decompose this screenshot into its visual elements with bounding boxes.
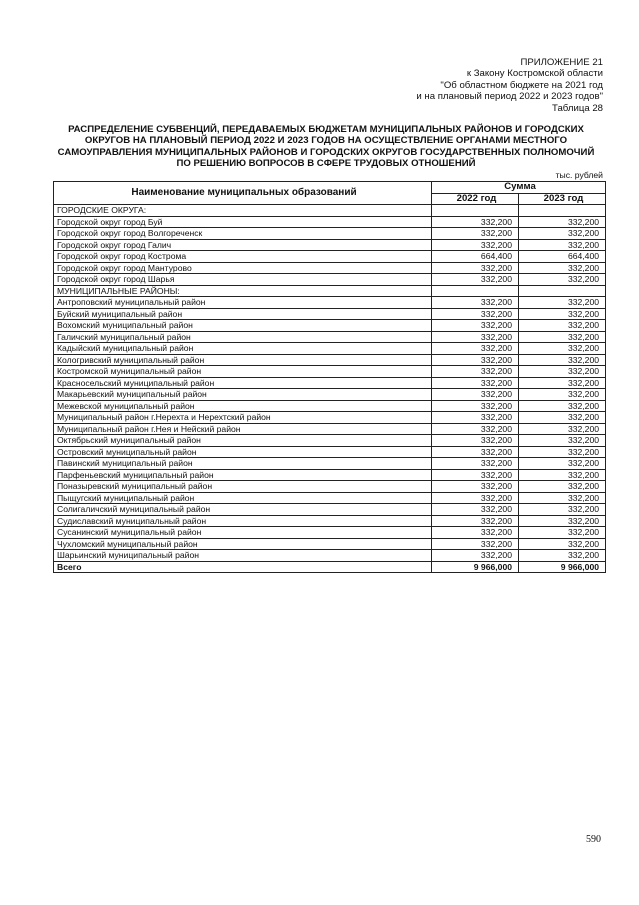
municipality-name: Антроповский муниципальный район bbox=[54, 297, 432, 309]
amount-2022: 332,200 bbox=[432, 504, 519, 516]
amount-2023: 332,200 bbox=[519, 538, 606, 550]
amount-2022: 332,200 bbox=[432, 343, 519, 355]
table-row bbox=[54, 262, 606, 274]
municipality-name: Буйский муниципальный район bbox=[54, 308, 432, 320]
amount-2022: 332,200 bbox=[432, 274, 519, 286]
table-row bbox=[54, 366, 606, 378]
table-row bbox=[54, 354, 606, 366]
header-line: Таблица 28 bbox=[552, 102, 603, 114]
amount-2023: 332,200 bbox=[519, 400, 606, 412]
amount-2022: 332,200 bbox=[432, 228, 519, 240]
amount-2023: 332,200 bbox=[519, 262, 606, 274]
header-line: и на плановый период 2022 и 2023 годов" bbox=[416, 91, 603, 103]
header-line: к Закону Костромской области bbox=[466, 68, 603, 80]
amount-2023: 332,200 bbox=[519, 423, 606, 435]
table-row bbox=[54, 308, 606, 320]
table-row bbox=[54, 343, 606, 355]
amount-2022: 332,200 bbox=[432, 297, 519, 309]
amount-2023: 332,200 bbox=[519, 320, 606, 332]
title-line: РАСПРЕДЕЛЕНИЕ СУБВЕНЦИЙ, ПЕРЕДАВАЕМЫХ БЮДЖЕТАМ МУНИЦИПАЛЬНЫХ РАЙОНОВ И ГОРОДСКИХ bbox=[68, 124, 584, 135]
municipality-name: Красносельский муниципальный район bbox=[54, 377, 432, 389]
subvention-table bbox=[53, 181, 606, 573]
table-row bbox=[54, 400, 606, 412]
empty-cell bbox=[519, 205, 606, 217]
amount-2022: 332,200 bbox=[432, 239, 519, 251]
table-row bbox=[54, 550, 606, 562]
section-row bbox=[54, 205, 606, 217]
amount-2022: 332,200 bbox=[432, 527, 519, 539]
table-row bbox=[54, 239, 606, 251]
municipality-name: Городской округ город Буй bbox=[54, 216, 432, 228]
amount-2023: 332,200 bbox=[519, 458, 606, 470]
amount-2023: 332,200 bbox=[519, 239, 606, 251]
amount-2023: 332,200 bbox=[519, 343, 606, 355]
section-row bbox=[54, 285, 606, 297]
header-name-column: Наименование муниципальных образований bbox=[54, 182, 432, 205]
municipality-name: Городской округ город Кострома bbox=[54, 251, 432, 263]
amount-2022: 332,200 bbox=[432, 216, 519, 228]
table-row bbox=[54, 297, 606, 309]
municipality-name: Макарьевский муниципальный район bbox=[54, 389, 432, 401]
table-row bbox=[54, 446, 606, 458]
municipality-name: Вохомский муниципальный район bbox=[54, 320, 432, 332]
amount-2022: 332,200 bbox=[432, 458, 519, 470]
municipality-name: Парфеньевский муниципальный район bbox=[54, 469, 432, 481]
amount-2023: 332,200 bbox=[519, 492, 606, 504]
amount-2023: 332,200 bbox=[519, 228, 606, 240]
amount-2023: 332,200 bbox=[519, 435, 606, 447]
municipality-name: Костромской муниципальный район bbox=[54, 366, 432, 378]
table-row bbox=[54, 435, 606, 447]
municipality-name: Городской округ город Галич bbox=[54, 239, 432, 251]
table-row bbox=[54, 331, 606, 343]
amount-2023: 332,200 bbox=[519, 515, 606, 527]
table-row bbox=[54, 377, 606, 389]
table-row bbox=[54, 492, 606, 504]
table-row bbox=[54, 216, 606, 228]
amount-2022: 332,200 bbox=[432, 354, 519, 366]
table-row bbox=[54, 412, 606, 424]
municipality-name: Островский муниципальный район bbox=[54, 446, 432, 458]
amount-2022: 332,200 bbox=[432, 320, 519, 332]
amount-2023: 332,200 bbox=[519, 504, 606, 516]
page-number: 590 bbox=[586, 834, 601, 845]
units-label: тыс. рублей bbox=[555, 170, 603, 180]
amount-2023: 332,200 bbox=[519, 308, 606, 320]
amount-2022: 332,200 bbox=[432, 550, 519, 562]
municipality-name: Городской округ город Шарья bbox=[54, 274, 432, 286]
amount-2023: 332,200 bbox=[519, 412, 606, 424]
amount-2022: 332,200 bbox=[432, 423, 519, 435]
document-header bbox=[416, 57, 603, 114]
amount-2023: 332,200 bbox=[519, 550, 606, 562]
municipality-name: Муниципальный район г.Нерехта и Нерехтский район bbox=[54, 412, 432, 424]
amount-2022: 332,200 bbox=[432, 446, 519, 458]
municipality-name: Кологривский муниципальный район bbox=[54, 354, 432, 366]
municipality-name: Кадыйский муниципальный район bbox=[54, 343, 432, 355]
amount-2022: 332,200 bbox=[432, 308, 519, 320]
municipality-name: Муниципальный район г.Нея и Нейский район bbox=[54, 423, 432, 435]
table-row bbox=[54, 423, 606, 435]
municipality-name: Судиславский муниципальный район bbox=[54, 515, 432, 527]
municipality-name: Чухломский муниципальный район bbox=[54, 538, 432, 550]
amount-2022: 332,200 bbox=[432, 366, 519, 378]
amount-2022: 332,200 bbox=[432, 331, 519, 343]
amount-2023: 332,200 bbox=[519, 297, 606, 309]
municipality-name: Павинский муниципальный район bbox=[54, 458, 432, 470]
table-body bbox=[54, 205, 606, 573]
section-label: ГОРОДСКИЕ ОКРУГА: bbox=[54, 205, 432, 217]
amount-2022: 9 966,000 bbox=[432, 561, 519, 573]
amount-2022: 332,200 bbox=[432, 492, 519, 504]
title-line: САМОУПРАВЛЕНИЯ МУНИЦИПАЛЬНЫХ РАЙОНОВ И ГОРОДСКИХ ОКРУГОВ ГОСУДАРСТВЕННЫХ ПОЛНОМОЧИЙ bbox=[57, 146, 595, 158]
amount-2023: 332,200 bbox=[519, 527, 606, 539]
amount-2022: 332,200 bbox=[432, 435, 519, 447]
table-row bbox=[54, 504, 606, 516]
amount-2022: 332,200 bbox=[432, 515, 519, 527]
municipality-name: Шарьинский муниципальный район bbox=[54, 550, 432, 562]
table-row bbox=[54, 320, 606, 332]
header-sum: Сумма bbox=[432, 182, 606, 194]
amount-2022: 332,200 bbox=[432, 389, 519, 401]
title-line: ПО РЕШЕНИЮ ВОПРОСОВ В СФЕРЕ ТРУДОВЫХ ОТНОШЕНИЙ bbox=[176, 157, 476, 169]
table-row bbox=[54, 538, 606, 550]
amount-2022: 332,200 bbox=[432, 412, 519, 424]
table-row bbox=[54, 228, 606, 240]
empty-cell bbox=[432, 205, 519, 217]
amount-2023: 9 966,000 bbox=[519, 561, 606, 573]
amount-2022: 332,200 bbox=[432, 377, 519, 389]
header-year-2023: 2023 год bbox=[519, 193, 606, 205]
section-label: МУНИЦИПАЛЬНЫЕ РАЙОНЫ: bbox=[54, 285, 432, 297]
amount-2023: 332,200 bbox=[519, 377, 606, 389]
table-row bbox=[54, 458, 606, 470]
amount-2022: 332,200 bbox=[432, 481, 519, 493]
municipality-name: Поназыревский муниципальный район bbox=[54, 481, 432, 493]
table-row bbox=[54, 274, 606, 286]
table-row bbox=[54, 251, 606, 263]
municipality-name: Галичский муниципальный район bbox=[54, 331, 432, 343]
amount-2023: 332,200 bbox=[519, 481, 606, 493]
empty-cell bbox=[432, 285, 519, 297]
table-row bbox=[54, 527, 606, 539]
amount-2022: 332,200 bbox=[432, 262, 519, 274]
amount-2023: 332,200 bbox=[519, 446, 606, 458]
amount-2023: 332,200 bbox=[519, 331, 606, 343]
title-line: ОКРУГОВ НА ПЛАНОВЫЙ ПЕРИОД 2022 И 2023 ГОДОВ НА ОСУЩЕСТВЛЕНИЕ ОРГАНАМИ МЕСТНОГО bbox=[84, 135, 568, 147]
header-year-2022: 2022 год bbox=[432, 193, 519, 205]
amount-2023: 332,200 bbox=[519, 354, 606, 366]
amount-2023: 332,200 bbox=[519, 469, 606, 481]
amount-2022: 664,400 bbox=[432, 251, 519, 263]
amount-2023: 664,400 bbox=[519, 251, 606, 263]
amount-2023: 332,200 bbox=[519, 389, 606, 401]
amount-2022: 332,200 bbox=[432, 538, 519, 550]
municipality-name: Межевской муниципальный район bbox=[54, 400, 432, 412]
amount-2023: 332,200 bbox=[519, 274, 606, 286]
municipality-name: Всего bbox=[54, 561, 432, 573]
amount-2023: 332,200 bbox=[519, 216, 606, 228]
header-line: "Об областном бюджете на 2021 год bbox=[440, 79, 603, 91]
municipality-name: Пыщугский муниципальный район bbox=[54, 492, 432, 504]
header-line: ПРИЛОЖЕНИЕ 21 bbox=[520, 57, 603, 68]
amount-2022: 332,200 bbox=[432, 400, 519, 412]
municipality-name: Сусанинский муниципальный район bbox=[54, 527, 432, 539]
municipality-name: Городской округ город Волгореченск bbox=[54, 228, 432, 240]
document-title bbox=[48, 124, 604, 169]
empty-cell bbox=[519, 285, 606, 297]
municipality-name: Солигаличский муниципальный район bbox=[54, 504, 432, 516]
municipality-name: Городской округ город Мантурово bbox=[54, 262, 432, 274]
table-row bbox=[54, 481, 606, 493]
table-row bbox=[54, 515, 606, 527]
table-row bbox=[54, 389, 606, 401]
amount-2023: 332,200 bbox=[519, 366, 606, 378]
table-row bbox=[54, 469, 606, 481]
total-row bbox=[54, 561, 606, 573]
municipality-name: Октябрьский муниципальный район bbox=[54, 435, 432, 447]
amount-2022: 332,200 bbox=[432, 469, 519, 481]
